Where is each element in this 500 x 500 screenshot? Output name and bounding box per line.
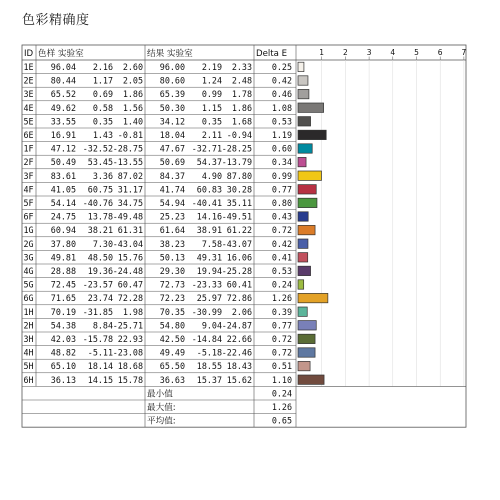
target-lab-value: -24.48 [112, 266, 143, 276]
header-result-lab: 结果 实验室 [147, 49, 193, 59]
target-lab-value: -23.08 [112, 347, 143, 358]
target-lab-value: 2.05 [122, 75, 143, 86]
target-lab-value: 13.78 [87, 211, 113, 222]
x-tick-label: 4 [390, 48, 396, 57]
result-lab-value: -40.41 [191, 198, 222, 208]
result-lab-value: 38.23 [159, 238, 185, 249]
target-lab-value: 83.61 [50, 170, 76, 181]
target-lab-value: 0.58 [92, 102, 113, 113]
target-lab-value: 18.14 [87, 361, 113, 372]
result-lab-value: 84.37 [159, 170, 185, 181]
row-id: 1H [23, 306, 34, 317]
result-lab-value: -14.84 [191, 334, 222, 344]
delta-e-bar [298, 89, 309, 98]
delta-e-bar [298, 171, 321, 180]
delta-e-bar [298, 185, 316, 194]
row-id: 2E [23, 75, 34, 86]
header-id: ID [24, 49, 34, 59]
delta-e-value: 0.53 [271, 266, 292, 276]
delta-e-bar [298, 62, 304, 71]
target-lab-value: 54.38 [50, 320, 76, 331]
target-lab-value: 60.94 [50, 225, 76, 236]
result-lab-value: 1.68 [231, 116, 252, 127]
target-lab-value: 60.75 [87, 184, 113, 195]
result-lab-value: 25.97 [196, 293, 222, 304]
target-lab-value: -25.71 [112, 320, 143, 331]
target-lab-value: 96.04 [50, 62, 76, 72]
result-lab-value: 54.37 [196, 157, 222, 168]
result-lab-value: -0.94 [226, 130, 252, 140]
delta-e-bar [298, 280, 304, 289]
target-lab-value: 31.17 [117, 184, 143, 195]
result-lab-value: 22.66 [226, 334, 252, 344]
delta-e-value: 0.42 [271, 238, 292, 249]
header-target-lab: 色样 实验室 [38, 49, 84, 59]
row-id: 6G [23, 293, 34, 304]
target-lab-value: 33.55 [50, 116, 76, 127]
delta-e-value: 1.08 [271, 102, 292, 113]
result-lab-value: 49.49 [159, 347, 185, 358]
target-lab-value: 49.62 [50, 102, 76, 113]
result-lab-value: 30.28 [226, 184, 252, 195]
target-lab-value: 54.14 [50, 198, 76, 208]
target-lab-value: 0.35 [92, 116, 113, 127]
x-tick-label: 7 [461, 48, 467, 57]
delta-e-bar [298, 321, 316, 330]
x-tick-label: 6 [437, 48, 443, 57]
target-lab-value: 61.31 [117, 225, 143, 236]
result-lab-value: 9.04 [201, 320, 222, 331]
result-lab-value: 1.78 [231, 89, 252, 100]
target-lab-value: -32.52 [82, 143, 113, 154]
delta-e-bar [298, 239, 308, 248]
result-lab-value: -43.07 [221, 238, 252, 249]
x-tick-label: 2 [343, 48, 348, 57]
row-id: 4G [23, 266, 34, 276]
result-lab-value: 96.00 [159, 62, 185, 72]
summary-label: 最小值 [147, 389, 173, 400]
result-lab-value: 1.86 [231, 102, 252, 113]
target-lab-value: 2.16 [92, 62, 113, 72]
row-id: 3H [23, 334, 34, 344]
result-lab-value: 16.06 [226, 252, 252, 263]
target-lab-value: 80.44 [50, 75, 76, 86]
result-lab-value: 42.50 [159, 334, 185, 344]
target-lab-value: 24.75 [50, 211, 76, 222]
result-lab-value: 2.48 [231, 75, 252, 86]
summary-value: 1.26 [271, 402, 292, 412]
target-lab-value: 22.93 [117, 334, 143, 344]
delta-e-value: 0.43 [271, 211, 292, 222]
target-lab-value: 50.49 [50, 157, 76, 168]
result-lab-value: 72.73 [159, 279, 185, 290]
result-lab-value: 87.80 [226, 170, 252, 181]
target-lab-value: 3.36 [92, 170, 113, 181]
result-lab-value: 60.83 [196, 184, 222, 195]
result-lab-value: 50.13 [159, 252, 185, 263]
row-id: 2H [23, 320, 34, 331]
delta-e-bar [298, 307, 307, 316]
delta-e-bar [298, 334, 315, 343]
result-lab-value: 50.69 [159, 157, 185, 168]
result-lab-value: 2.33 [231, 62, 252, 72]
delta-e-bar [298, 212, 308, 221]
target-lab-value: 15.76 [117, 252, 143, 263]
x-tick-label: 5 [414, 48, 419, 57]
result-lab-value: 54.94 [159, 198, 185, 208]
delta-e-value: 0.39 [271, 306, 292, 317]
x-tick-label: 1 [319, 48, 325, 57]
delta-e-value: 1.26 [271, 293, 292, 304]
target-lab-value: -5.11 [87, 347, 113, 358]
target-lab-value: 1.17 [92, 75, 113, 86]
delta-e-value: 1.10 [271, 374, 292, 385]
delta-e-bar [298, 266, 311, 275]
result-lab-value: 61.64 [159, 225, 185, 236]
summary-label: 最大值: [147, 403, 176, 413]
row-id: 5F [23, 198, 34, 208]
result-lab-value: -25.28 [221, 266, 252, 276]
target-lab-value: 71.65 [50, 293, 76, 304]
result-lab-value: -13.79 [221, 157, 252, 168]
result-lab-value: 0.99 [201, 89, 222, 100]
delta-e-value: 0.42 [271, 75, 292, 86]
result-lab-value: 34.12 [159, 116, 185, 127]
result-lab-value: -32.71 [191, 143, 222, 154]
row-id: 2F [23, 157, 34, 168]
target-lab-value: 49.81 [50, 252, 76, 263]
delta-e-bar [298, 103, 324, 112]
result-lab-value: -23.33 [191, 279, 222, 290]
result-lab-value: -22.46 [221, 347, 252, 358]
target-lab-value: 1.56 [122, 102, 143, 113]
row-id: 3F [23, 170, 34, 181]
result-lab-value: 18.43 [226, 361, 252, 372]
delta-e-value: 0.25 [271, 62, 292, 72]
target-lab-value: 2.60 [122, 62, 143, 72]
target-lab-value: -43.04 [112, 238, 143, 249]
result-lab-value: 41.74 [159, 184, 185, 195]
delta-e-bar [298, 117, 311, 126]
delta-e-bar [298, 361, 310, 370]
target-lab-value: -0.81 [117, 130, 143, 140]
result-lab-value: 18.04 [159, 130, 185, 140]
target-lab-value: 48.82 [50, 347, 76, 358]
delta-e-bar [298, 198, 317, 207]
result-lab-value: 2.11 [201, 130, 222, 140]
row-id: 4E [23, 102, 34, 113]
target-lab-value: 48.50 [87, 252, 113, 263]
target-lab-value: 72.45 [50, 279, 76, 290]
delta-e-value: 0.72 [271, 347, 292, 358]
delta-e-value: 0.34 [271, 157, 292, 168]
target-lab-value: 37.80 [50, 238, 76, 249]
target-lab-value: 1.98 [122, 306, 143, 317]
result-lab-value: 49.31 [196, 252, 222, 263]
row-id: 3E [23, 89, 34, 100]
target-lab-value: 1.43 [92, 130, 113, 140]
result-lab-value: 38.91 [196, 225, 222, 236]
result-lab-value: 1.24 [201, 75, 222, 86]
result-lab-value: 50.30 [159, 102, 185, 113]
delta-e-value: 0.41 [271, 252, 292, 263]
row-id: 1F [23, 143, 34, 154]
delta-e-value: 0.80 [271, 198, 292, 208]
delta-e-bar [298, 348, 315, 357]
row-id: 4F [23, 184, 34, 195]
target-lab-value: 1.86 [122, 89, 143, 100]
result-lab-value: -5.18 [196, 347, 222, 358]
delta-e-value: 0.72 [271, 225, 292, 236]
result-lab-value: 65.50 [159, 361, 185, 372]
result-lab-value: -24.87 [221, 320, 252, 331]
result-lab-value: 80.60 [159, 75, 185, 86]
delta-e-value: 1.19 [271, 130, 292, 140]
target-lab-value: 87.02 [117, 170, 143, 181]
delta-e-value: 0.72 [271, 334, 292, 344]
result-lab-value: 15.62 [226, 374, 252, 385]
result-lab-value: 2.06 [231, 306, 252, 317]
result-lab-value: 47.67 [159, 143, 185, 154]
target-lab-value: -28.75 [112, 143, 143, 154]
delta-e-value: 0.46 [271, 89, 292, 100]
delta-e-bar [298, 375, 324, 384]
result-lab-value: 19.94 [196, 266, 222, 276]
row-id: 5G [23, 279, 34, 290]
row-id: 2G [23, 238, 34, 249]
target-lab-value: 23.74 [87, 293, 113, 304]
row-id: 4H [23, 347, 34, 358]
x-tick-label: 3 [366, 48, 372, 57]
target-lab-value: 65.52 [50, 89, 76, 100]
result-lab-value: 0.35 [201, 116, 222, 127]
delta-e-bar [298, 144, 312, 153]
target-lab-value: 15.78 [117, 374, 143, 385]
summary-label: 平均值: [147, 416, 176, 427]
delta-e-value: 0.53 [271, 116, 292, 127]
row-id: 6H [23, 374, 34, 385]
result-lab-value: 2.19 [201, 62, 222, 72]
target-lab-value: 18.68 [117, 361, 143, 372]
delta-e-value: 0.77 [271, 320, 292, 331]
result-lab-value: 65.39 [159, 89, 185, 100]
delta-e-value: 0.99 [271, 170, 292, 181]
result-lab-value: 36.63 [159, 374, 185, 385]
result-lab-value: 14.16 [196, 211, 222, 222]
header-delta-e: Delta E [256, 49, 288, 59]
delta-e-bar [298, 157, 306, 166]
target-lab-value: 41.05 [50, 184, 76, 195]
delta-e-bar [298, 225, 315, 234]
summary-value: 0.65 [271, 415, 292, 426]
result-lab-value: 72.86 [226, 293, 252, 304]
result-lab-value: 25.23 [159, 211, 185, 222]
result-lab-value: 15.37 [196, 374, 222, 385]
target-lab-value: 72.28 [117, 293, 143, 304]
target-lab-value: 34.75 [117, 198, 143, 208]
result-lab-value: 29.30 [159, 266, 185, 276]
target-lab-value: -40.76 [82, 198, 113, 208]
target-lab-value: 19.36 [87, 266, 113, 276]
target-lab-value: 42.03 [50, 334, 76, 344]
target-lab-value: 8.84 [92, 320, 113, 331]
target-lab-value: -23.57 [82, 279, 113, 290]
delta-e-value: 0.60 [271, 143, 292, 154]
target-lab-value: 28.88 [50, 266, 76, 276]
result-lab-value: 4.90 [201, 170, 222, 181]
target-lab-value: 70.19 [50, 306, 76, 317]
target-lab-value: 1.40 [122, 116, 143, 127]
target-lab-value: 14.15 [87, 374, 113, 385]
result-lab-value: 18.55 [196, 361, 222, 372]
summary-value: 0.24 [271, 388, 292, 399]
target-lab-value: -49.48 [112, 211, 143, 222]
delta-e-bar [298, 76, 308, 85]
target-lab-value: 0.69 [92, 89, 113, 100]
result-lab-value: 61.22 [226, 225, 252, 236]
row-id: 1E [23, 62, 34, 72]
target-lab-value: 53.45 [87, 157, 113, 168]
result-lab-value: 7.58 [201, 238, 222, 249]
result-lab-value: 1.15 [201, 102, 222, 113]
delta-e-value: 0.77 [271, 184, 292, 195]
result-lab-value: 54.80 [159, 320, 185, 331]
target-lab-value: 60.47 [117, 279, 143, 290]
result-lab-value: 60.41 [226, 279, 252, 290]
row-id: 6F [23, 211, 34, 222]
result-lab-value: -30.99 [191, 306, 222, 317]
target-lab-value: 7.30 [92, 238, 113, 249]
target-lab-value: 16.91 [50, 130, 76, 140]
result-lab-value: -49.51 [221, 211, 252, 222]
delta-e-value: 0.51 [271, 361, 292, 372]
target-lab-value: -31.85 [82, 306, 113, 317]
row-id: 6E [23, 130, 34, 140]
target-lab-value: 65.10 [50, 361, 76, 372]
row-id: 3G [23, 252, 34, 263]
target-lab-value: -15.78 [82, 334, 113, 344]
target-lab-value: 36.13 [50, 374, 76, 385]
delta-e-bar [298, 253, 308, 262]
delta-e-bar [298, 130, 326, 139]
delta-e-bar [298, 293, 328, 302]
target-lab-value: -13.55 [112, 157, 143, 168]
result-lab-value: -28.25 [221, 143, 252, 154]
target-lab-value: 47.12 [50, 143, 76, 154]
row-id: 5E [23, 116, 34, 127]
row-id: 1G [23, 225, 34, 236]
result-lab-value: 72.23 [159, 293, 185, 304]
target-lab-value: 38.21 [87, 225, 113, 236]
delta-e-value: 0.24 [271, 279, 292, 290]
page-title: 色彩精确度 [22, 13, 90, 28]
result-lab-value: 35.11 [226, 198, 252, 208]
row-id: 5H [23, 361, 34, 372]
result-lab-value: 70.35 [159, 306, 185, 317]
